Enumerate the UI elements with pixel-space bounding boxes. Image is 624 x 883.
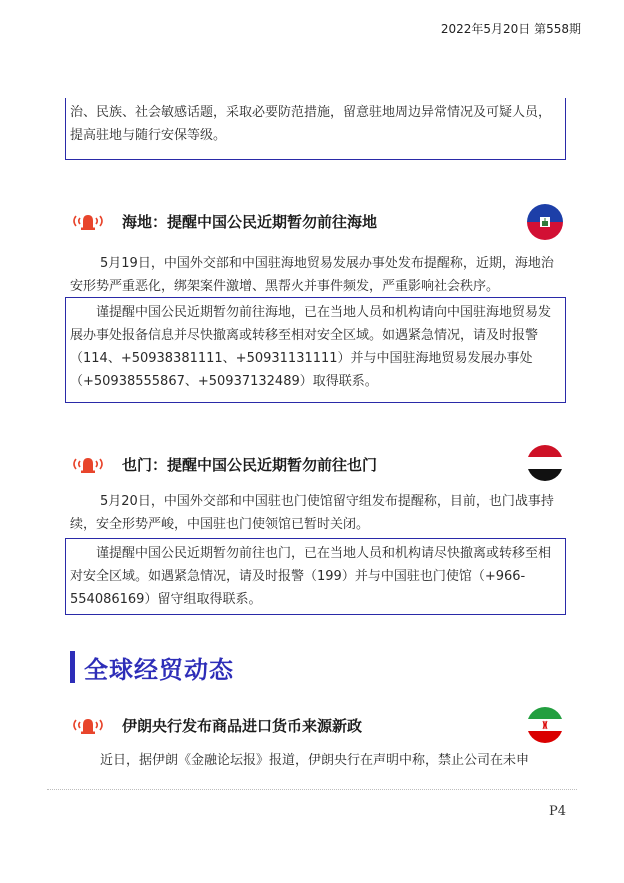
global-heading-text: 全球经贸动态 [84, 655, 234, 684]
section-title-yemen [70, 453, 377, 475]
section-heading: 也门：提醒中国公民近期暂勿前往也门 [122, 455, 378, 474]
advisory-box [65, 538, 566, 615]
advisory-box-text: 谨提醒中国公民近期暂勿前往海地，已在当地人员和机构请向中国驻海地贸易发展办事处报备信息并尽快撤离或转移至相对安全区域。如遇紧急情况，请及时报警（114、+50938381111、+50931131111）并与中国驻海地贸易发展办事处（+50938555867、+50937132489）取得联系。 [70, 305, 552, 389]
page-number: P4 [548, 804, 566, 819]
advisory-box-text: 谨提醒中国公民近期暂勿前往也门，已在当地人员和机构请尽快撤离或转移至相对安全区域。如遇紧急情况，请及时报警（199）并与中国驻也门使馆（+966-554086169）留守组取得联系。 [70, 546, 552, 607]
alarm-bell-icon [70, 212, 106, 230]
advisory-box [65, 297, 566, 403]
section-paragraph: 5月19日，中国外交部和中国驻海地贸易发展办事处发布提醒称，近期，海地治安形势严重恶化，绑架案件激增、黑帮火并事件频发，严重影响社会秩序。 [70, 256, 554, 294]
advisory-box-continued [65, 98, 566, 160]
issue-date: 2022年5月20日 第558期 [440, 22, 581, 36]
yemen-flag-icon [527, 445, 563, 481]
heading-accent-bar [70, 651, 75, 683]
iran-flag-icon [527, 707, 563, 743]
section-title-iran [70, 714, 362, 736]
footer-divider [47, 789, 577, 790]
section-paragraph: 近日，据伊朗《金融论坛报》报道，伊朗央行在声明中称，禁止公司在未申 [100, 753, 530, 768]
section-heading: 海地：提醒中国公民近期暂勿前往海地 [122, 212, 378, 231]
section-title-haiti [70, 210, 377, 232]
alarm-bell-icon [70, 716, 106, 734]
advisory-box-text: 治、民族、社会敏感话题，采取必要防范措施，留意驻地周边异常情况及可疑人员，提高驻地与随行安保等级。 [70, 105, 552, 143]
haiti-flag-icon [527, 204, 563, 240]
global-trade-heading [70, 650, 234, 684]
section-heading: 伊朗央行发布商品进口货币来源新政 [122, 716, 363, 735]
section-paragraph: 5月20日，中国外交部和中国驻也门使馆留守组发布提醒称，目前，也门战事持续，安全形势严峻，中国驻也门使领馆已暂时关闭。 [70, 494, 554, 532]
alarm-bell-icon [70, 455, 106, 473]
